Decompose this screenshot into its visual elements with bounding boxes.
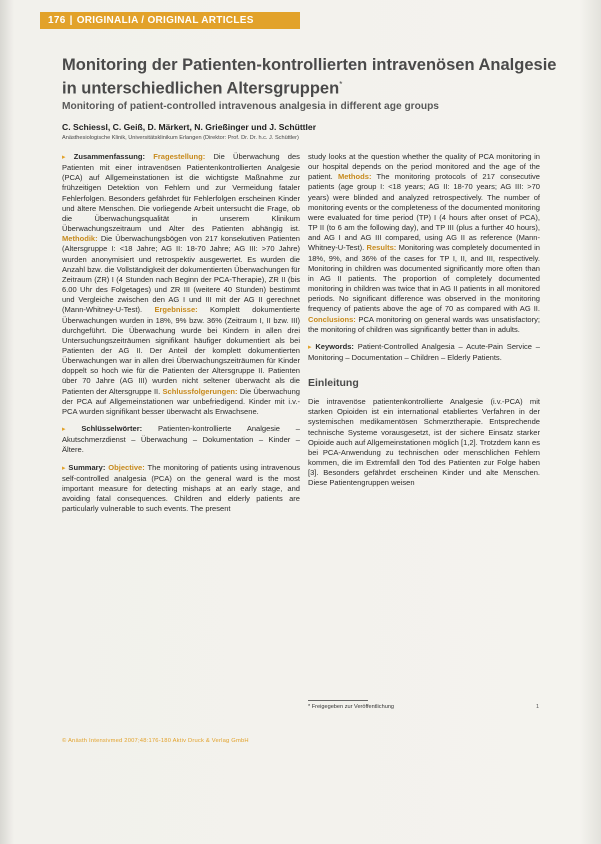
ergebnisse-text: Komplett dokumentierte Überwachungen wurden in 18%, 9% bzw. 36% (Zeitraum I, II bzw. III) durchgeführt. Die Überwachung wurde bei Kindern in allen drei Untersuchungszeiträumen signifikant häufiger dokumentiert als bei Patienten der AG II. Der Anteil der komplett dokumentierten Überwachungen war in allen drei Überwachungszeiträumen für Kinder doppelt so hoch wie für die Patienten der Altersgruppe II. Patienten über 70 Jahre (AG III) wurden nicht seltener überwacht als die Patienten der Altersgruppe II.: [62, 305, 300, 396]
arrow-icon: ▸: [62, 154, 66, 161]
ergebnisse-label: Ergebnisse:: [154, 305, 198, 315]
fragestellung-text: Die Überwachung des Patienten mit einer intravenösen Patientenkontrollierten Analgesie (PCA) auf Allgemeinstationen ist die wichtigste Maßnahme zur frühzeitigen Detektion von Fehlern und zur Vermeidung fataler Fehlerfolgen. Besonders gefährdet für Fehlerfolgen erscheinen Kinder und ältere Menschen. Die vorliegende Arbeit untersucht die Frage, ob die Überwachungsqualität in unserem Klinikum Überwachungszeitraum und Alter des Patienten abhängig ist.: [62, 152, 300, 234]
journal-footer: © Anästh Intensivmed 2007;48:176-180 Aktiv Druck & Verlag GmbH: [62, 738, 249, 744]
einleitung-paragraph: Die intravenöse patientenkontrollierte Analgesie (i.v.-PCA) mit starken Opioiden ist ein international etabliertes Verfahren in der systemischen medikamentösen Schmerztherapie. Entsprechende technische Systeme vorausgesetzt, ist der sichere Einsatz starker Opioide auch auf Allgemeinstationen möglich [1,2]. Trotzdem kann es bei PCA-Anwendung zu technischen oder menschlichen Fehlern kommen, die im Extremfall den Tod des Patienten zur Folge haben [3]. Besonders gefährdet erscheinen Kinder und alte Menschen. Diese Patientengruppen weisen: [308, 397, 540, 488]
article-subtitle: Monitoring of patient-controlled intravenous analgesia in different age groups: [62, 101, 439, 112]
keywords-label: Keywords:: [315, 341, 354, 351]
fragestellung-label: Fragestellung:: [153, 152, 206, 161]
einleitung-heading: Einleitung: [308, 377, 359, 390]
summary-paragraph: [62, 463, 300, 515]
objective-text: The monitoring of patients using intravenous self-controlled analgesia (PCA) on the general ward is the most important measure for detecting mishaps at an early stage, and avoiding fatal consequences. Children and elderly patients are particularly vulnerable to such events. The present: [62, 462, 300, 514]
objective-label: Objective:: [108, 462, 145, 472]
footnote: * Freigegeben zur Veröffentlichung: [308, 704, 395, 710]
results-label: Results:: [366, 243, 397, 253]
affiliation: Anästhesiologische Klinik, Universitätsklinikum Erlangen (Direktor: Prof. Dr. Dr. h.c. J. Schüttler): [62, 135, 299, 141]
header-bar: 176 | ORIGINALIA / ORIGINAL ARTICLES: [40, 12, 300, 29]
objective-text-continued: study looks at the question whether the quality of PCA monitoring in our hospital depends on the period monitored and the age of the patient.: [308, 152, 540, 182]
summary-label: Summary:: [68, 462, 106, 472]
arrow-icon: ▸: [308, 343, 312, 351]
schlussfolgerungen-label: Schlussfolgerungen:: [162, 386, 238, 396]
title-footnote-mark: *: [339, 80, 343, 89]
schluesselwoerter-paragraph: [62, 424, 300, 455]
results-text: Monitoring was completely documented in 18%, 9%, and 36% of the cases for TP I, II, and III, respectively. Monitoring in children was documented significantly more often than in AG II patients. The proportion of completely documented monitoring in children was twice that in AG II patients in all monitored periods. No significant difference was observed in the monitoring frequency of patients above the age of 70 as compared with AG II.: [308, 243, 540, 314]
zusammenfassung-paragraph: [62, 152, 300, 417]
keywords-text: Patient-Controlled Analgesia – Acute-Pain Service – Monitoring – Documentation – Children – Elderly Patients.: [308, 341, 540, 362]
zusammenfassung-label: Zusammenfassung:: [73, 152, 146, 161]
conclusions-label: Conclusions:: [308, 314, 356, 324]
arrow-icon: ▸: [62, 464, 66, 472]
footnote-divider: [308, 700, 368, 701]
author-list: C. Schiessl, C. Geiß, D. Märkert, N. Grießinger und J. Schüttler: [62, 122, 317, 132]
schluesselwoerter-text: Patienten-kontrollierte Analgesie – Akutschmerzdienst – Überwachung – Dokumentation – Kinder – Ältere.: [62, 424, 300, 455]
schlussfolgerungen-text: Die Überwachung der PCA auf Allgemeinstationen war unbefriedigend. Kinder mit i.v.-PCA wurden signifikant besser überwacht als Erwachsene.: [62, 386, 300, 416]
left-column: [62, 152, 300, 521]
methodik-label: Methodik:: [62, 234, 98, 244]
article-title-text: Monitoring der Patienten-kontrollierten intravenösen Analgesie in unterschiedlichen Altersgruppen: [62, 56, 557, 98]
conclusions-text: PCA monitoring on general wards was unsatisfactory; the monitoring of children was significantly better than in adults.: [308, 314, 540, 334]
right-column: [308, 152, 540, 496]
page-number: 176: [48, 15, 66, 26]
schluesselwoerter-label: Schlüsselwörter:: [81, 424, 143, 434]
arrow-icon: ▸: [62, 426, 66, 434]
keywords-paragraph: [308, 342, 540, 363]
footnote-marker: 1: [536, 704, 540, 710]
article-title: [62, 56, 562, 99]
methodik-text: Die Überwachungsbögen von 217 konsekutiven Patienten (Altersgruppe I: <18 Jahre; AG II: 18-70 Jahre; AG III: >70 Jahre) wurden anonymisiert und retrospektiv ausgewertet. Es wurden die Anzahl bzw. die Vollständigkeit der dokumentierten Überwachungen für Zeitraum (ZR) I (4 Stunden nach Beginn der PCA-Therapie), ZR II (bis 6.00 Uhr des Folgetages) und ZR III (weitere 40 Stunden) bestimmt und Vergleiche zwischen den AG I und III mit der AG II gerechnet (Mann-Whitney-U-Test).: [62, 234, 300, 315]
section-label: ORIGINALIA / ORIGINAL ARTICLES: [76, 15, 254, 26]
methods-text: The monitoring protocols of 217 consecutive patients (age group I: <18 years; AG II: 18-70 years; AG III: >70 years) were blinded and analyzed retrospectively. The number of monitoring events or the completeness of the documented monitoring were evaluated for time period (TP) I (4 hours after onset of PCA), TP II (to 6 am the following day), and TP III (plus a further 40 hours), and AG I and AG III compared, using AG II as reference (Mann-Whitney-U-Test).: [308, 172, 540, 253]
summary-continued-paragraph: [308, 152, 540, 335]
methods-label: Methods:: [337, 172, 372, 182]
